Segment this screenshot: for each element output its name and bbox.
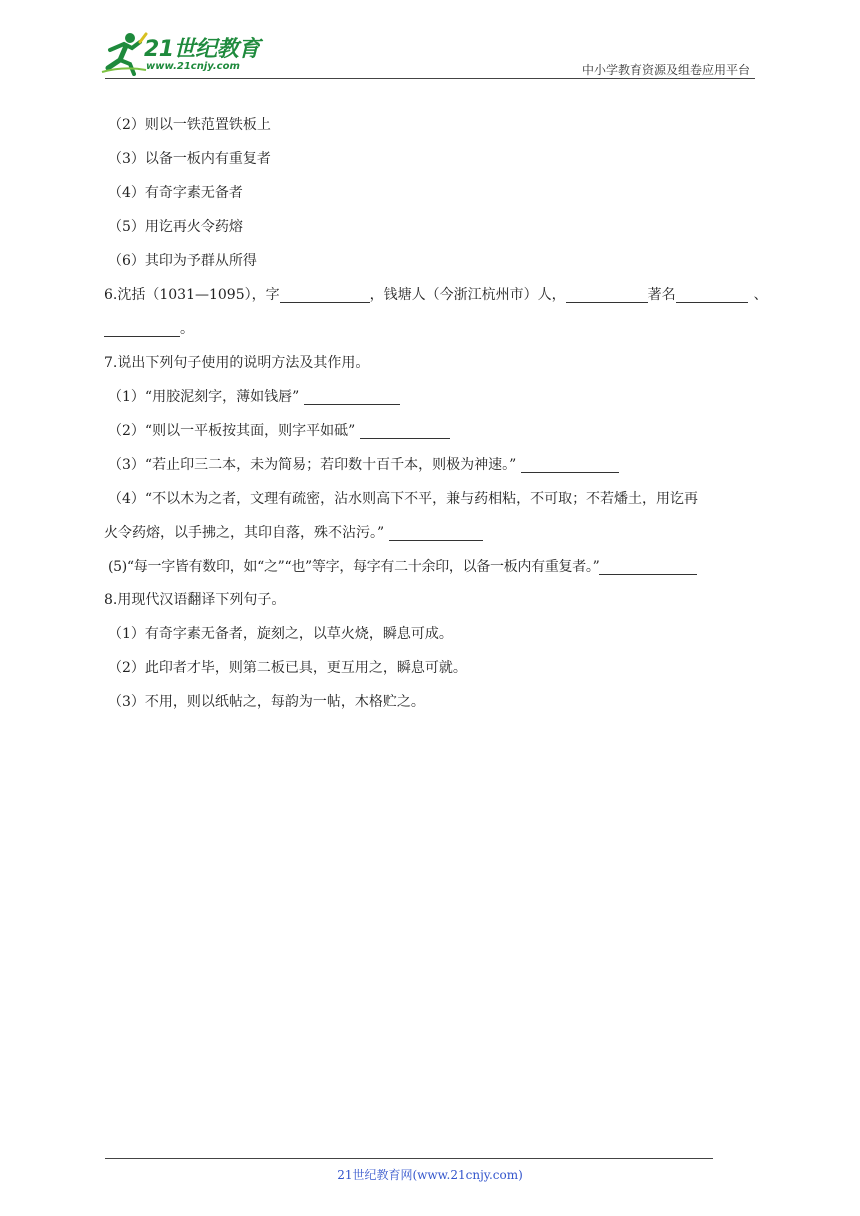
platform-tagline: 中小学教育资源及组卷应用平台: [581, 63, 750, 77]
question-8-3: （3）不用，则以纸帖之，每韵为一帖，木格贮之。: [108, 694, 425, 710]
question-7-4: （4）“不以木为之者，文理有疏密，沾水则高下不平，兼与药相粘，不可取；不若燔土，用讫再: [108, 491, 699, 507]
logo-title: 21世纪教育: [144, 37, 260, 62]
list-item: （5）用讫再火令药熔: [108, 219, 243, 235]
q6-text-e: 。: [180, 321, 194, 337]
q7-5-text: (5)“每一字皆有数印，如“之”“也”等字，每字有二十余印，以备一板内有重复者。”: [108, 559, 600, 575]
question-7-2: [104, 414, 760, 448]
answer-blank[interactable]: [566, 286, 648, 303]
answer-blank[interactable]: [360, 422, 450, 439]
q6-text-b: ，钱塘人（今浙江杭州市）人，: [369, 287, 566, 303]
question-7-3: [104, 448, 760, 482]
site-logo[interactable]: [100, 30, 270, 78]
list-item: （6）其印为予群从所得: [108, 253, 257, 269]
question-8-1: （1）有奇字素无备者，旋刻之，以草火烧，瞬息可成。: [108, 626, 453, 642]
q7-1-text: （1）“用胶泥刻字，薄如钱唇”: [108, 389, 300, 405]
question-7-5: [104, 550, 760, 584]
answer-blank[interactable]: [599, 558, 697, 575]
logo-url: www.21cnjy.com: [146, 61, 240, 72]
question-8-title: 8.用现代汉语翻译下列句子。: [104, 592, 286, 608]
q7-4-text: 火令药熔，以手拂之，其印自落，殊不沾污。”: [104, 525, 385, 541]
answer-blank[interactable]: [521, 456, 619, 473]
question-6: [104, 278, 768, 312]
header-divider: [105, 78, 755, 79]
q7-3-text: （3）“若止印三二本，未为简易；若印数十百千本，则极为神速。”: [108, 457, 517, 473]
list-item: （2）则以一铁范置铁板上: [108, 117, 271, 133]
answer-blank[interactable]: [304, 388, 400, 405]
answer-blank[interactable]: [389, 524, 483, 541]
question-8-2: （2）此印者才毕，则第二板已具，更互用之，瞬息可就。: [108, 660, 467, 676]
answer-blank[interactable]: [280, 286, 370, 303]
answer-blank[interactable]: [104, 320, 180, 337]
q7-2-text: （2）“则以一平板按其面，则字平如砥”: [108, 423, 356, 439]
question-7-4-cont: [104, 516, 760, 550]
document-body: [104, 108, 768, 719]
question-6-cont: [104, 312, 760, 346]
answer-blank[interactable]: [676, 286, 748, 303]
footer-link[interactable]: 21世纪教育网(www.21cnjy.com): [337, 1168, 523, 1182]
list-item: （3）以备一板内有重复者: [108, 151, 271, 167]
footer-divider: [105, 1158, 713, 1159]
q6-text-a: 6.沈括（1031—1095），字: [104, 287, 280, 303]
q6-text-d: 、: [753, 287, 768, 303]
question-7-title: 7.说出下列句子使用的说明方法及其作用。: [104, 355, 370, 371]
runner-logo-icon: [100, 30, 148, 76]
page-header: [0, 0, 860, 80]
question-7-1: [104, 380, 760, 414]
list-item: （4）有奇字素无备者: [108, 185, 243, 201]
q6-text-c: 著名: [647, 287, 676, 303]
